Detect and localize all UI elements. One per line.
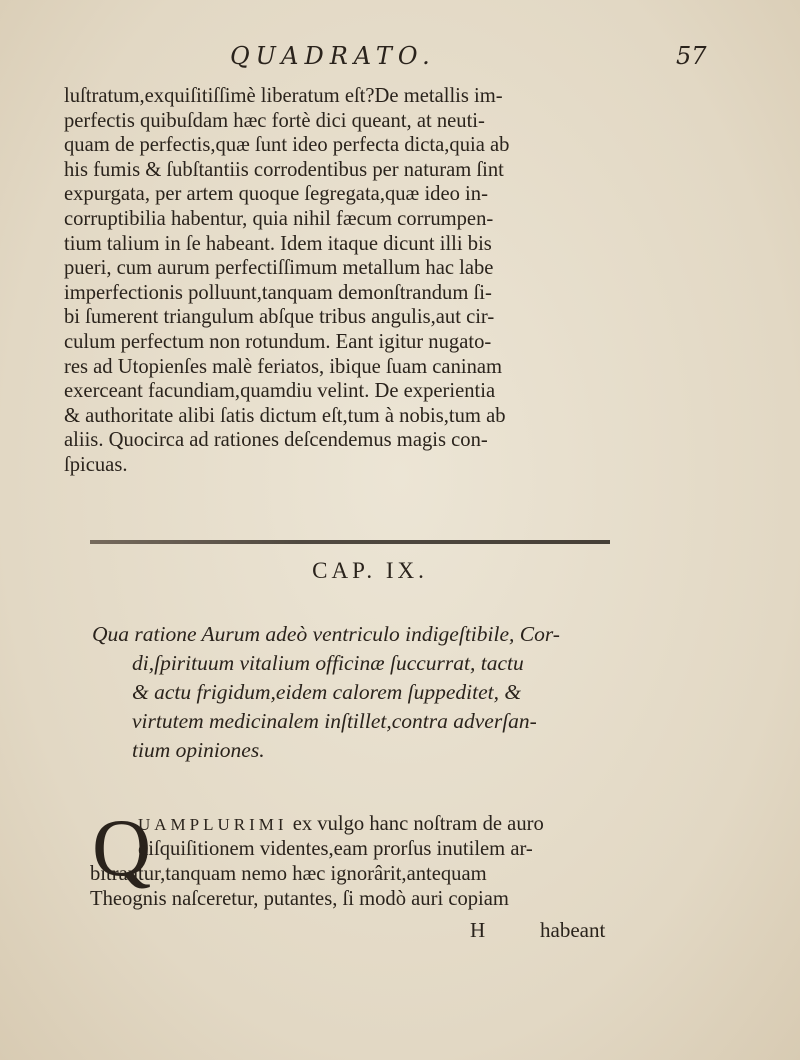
text-line: tium talium in ſe habeant. Idem itaque dicunt illi bis [64, 232, 492, 255]
section-rule [90, 540, 610, 544]
text-line: imperfectionis polluunt,tanquam demonſtrandum ſi- [64, 281, 492, 304]
summary-line: & actu frigidum,eidem calorem ſuppeditet, & [132, 680, 522, 704]
text-line: res ad Utopienſes malè feriatos, ibique ſuam caninam [64, 355, 503, 378]
running-head-title: QUADRATO. [230, 42, 436, 70]
running-head [0, 42, 800, 82]
text-line: corruptibilia habentur, quia nihil fæcum corrumpen- [64, 207, 494, 230]
catchword: habeant [540, 918, 606, 942]
text-line: perfectis quibuſdam hæc fortè dici queant, at neuti- [64, 109, 485, 132]
text-line: culum perfectum non rotundum. Eant igitur nugato- [64, 330, 492, 353]
text-line: expurgata, per artem quoque ſegregata,quæ ideo in- [64, 183, 488, 206]
paragraph-two [90, 802, 750, 912]
text-line: bitrantur,tanquam nemo hæc ignorârit,antequam [90, 863, 487, 885]
text-line: bi ſumerent triangulum abſque tribus angulis,aut cir- [64, 306, 495, 329]
text-line: Theognis naſceretur, putantes, ſi modò auri copiam [90, 888, 509, 910]
chapter-heading: CAP. IX. [312, 558, 428, 583]
text-line: aliis. Quocirca ad rationes deſcendemus magis con- [64, 429, 488, 452]
summary-line: di,ſpirituum vitalium officinæ ſuccurrat, tactu [132, 651, 524, 675]
text-line: his fumis & ſubſtantiis corrodentibus per naturam ſint [64, 158, 504, 181]
text-line: pueri, cum aurum perfectiſſimum metallum hac labe [64, 257, 494, 280]
text-line-rest: ex vulgo hanc noſtram de auro [292, 813, 544, 835]
summary-line: virtutem medicinalem inſtillet,contra adverſan- [132, 709, 537, 733]
drop-cap: Q [92, 802, 152, 893]
text-line: luſtratum,exquiſitiſſimè liberatum eſt?De metallis im- [64, 85, 503, 107]
page-footer [470, 918, 770, 946]
signature-mark: H [470, 918, 486, 942]
chapter-summary [92, 620, 652, 765]
text-line: exerceant facundiam,quamdiu velint. De experientia [64, 380, 496, 403]
summary-line: Qua ratione Aurum adeò ventriculo indigeſtibile, Cor- [92, 622, 560, 646]
text-line: ſpicuas. [64, 453, 128, 476]
summary-line: tium opiniones. [132, 738, 265, 762]
text-line: quam de perfectis,quæ ſunt ideo perfecta dicta,quia ab [64, 134, 510, 157]
text-line: diſquiſitionem videntes,eam prorſus inutilem ar- [138, 838, 533, 860]
paragraph-one [64, 84, 734, 478]
text-line: & authoritate alibi ſatis dictum eſt,tum à nobis,tum ab [64, 404, 506, 427]
small-caps-opening: UAMPLURIMI [138, 815, 288, 834]
page-number: 57 [676, 42, 707, 70]
text-line [90, 812, 750, 837]
